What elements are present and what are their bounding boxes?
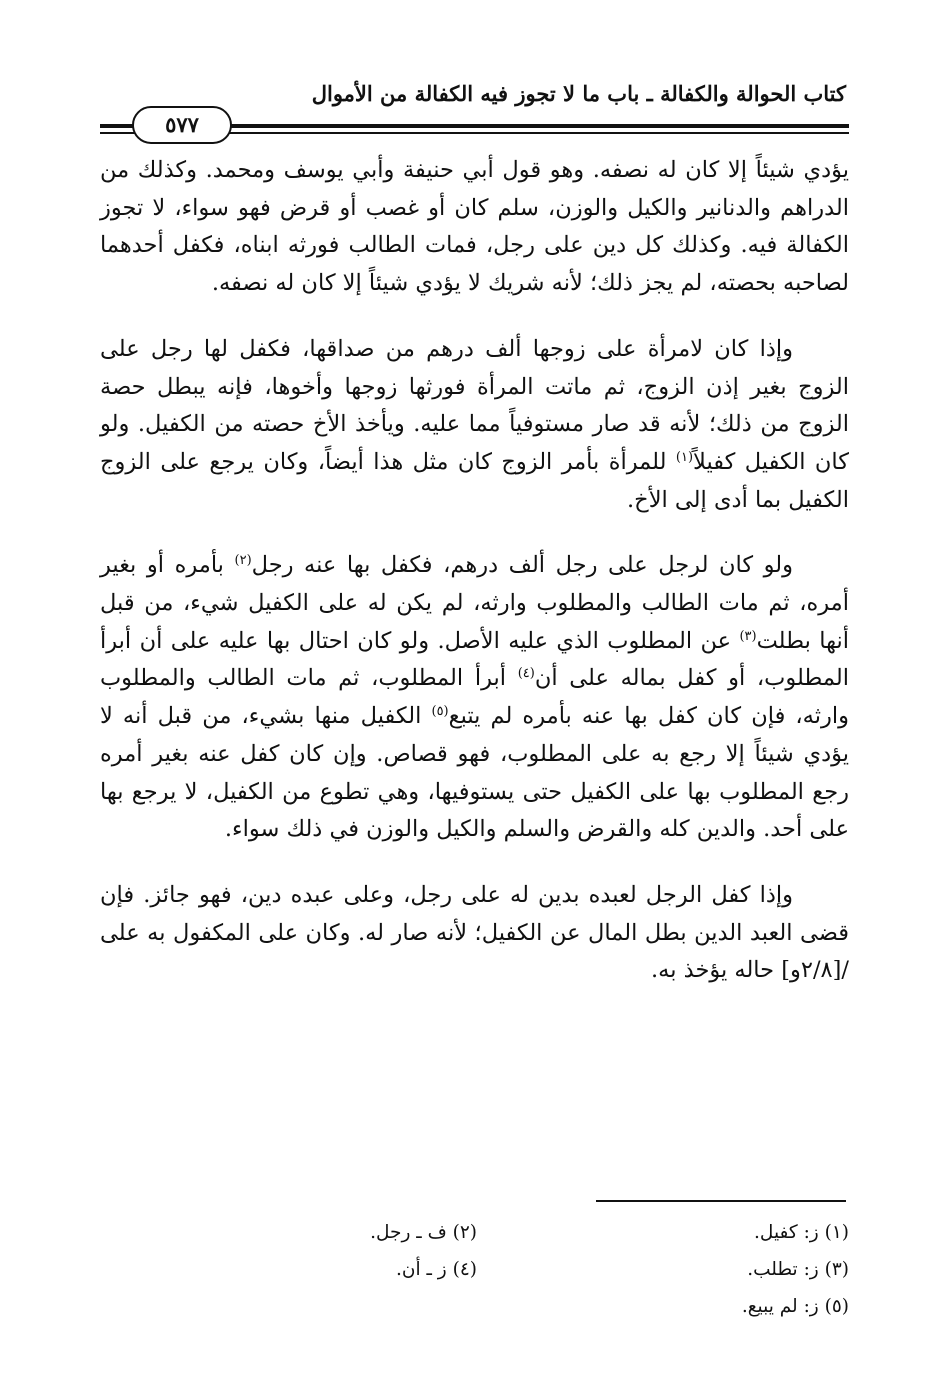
footnote: (٤) ز ـ أن. (396, 1259, 477, 1280)
paragraph-text: ولو كان لرجل على رجل ألف درهم، فكفل بها عنه رجل (251, 552, 793, 579)
footnote-marker: (٣) (739, 628, 757, 644)
paragraph-text: للمرأة بأمر الزوج كان مثل هذا أيضاً، وكان يرجع على الزوج الكفيل بما أدى إلى الأخ. (100, 448, 849, 513)
footnotes (100, 1214, 849, 1325)
footnote-marker: (١) (675, 449, 694, 465)
paragraph-text: وإذا كفل الرجل لعبده بدين له على رجل، وعلى عبده دين، فهو جائز. فإن قضى العبد الدين بطل المال عن الكفيل؛ لأنه صار له. وكان على المكفول به على /[٢/٨و] حاله يؤخذ به. (100, 881, 849, 984)
footnote-marker: (٥) (431, 704, 449, 720)
running-header-title: كتاب الحوالة والكفالة ـ باب ما لا تجوز فيه الكفالة من الأموال (311, 81, 846, 106)
footnote-row (100, 1288, 849, 1325)
paragraph (100, 152, 849, 303)
footnote-row (100, 1214, 849, 1251)
paragraph-text: أبرأ المطلوب، ثم مات الطالب والمطلوب وارثه، فإن كان كفل بها عنه بأمره لم يتبع (100, 665, 849, 730)
paragraph (100, 877, 849, 990)
paragraph-text: بأمره أو بغير أمره، ثم مات الطالب والمطلوب وارثه، لم يكن له على الكفيل شيء، من قبل أنها بطلت (100, 552, 849, 654)
footnote: (٥) ز: لم يبيع. (741, 1296, 849, 1317)
paragraph (100, 331, 849, 520)
main-text (100, 152, 849, 1018)
footnote-row (100, 1251, 849, 1288)
footnote: (٣) ز: تطلب. (747, 1259, 849, 1280)
page-number-badge: ٥٧٧ (132, 106, 232, 144)
paragraph (100, 547, 849, 849)
footnote (105, 1288, 477, 1325)
paragraph-text: الكفيل منها بشيء، من قبل أنه لا يؤدي شيئاً إلا رجع به على المطلوب، فهو قصاص. وإن كان كفل عنه بغير أمره رجع المطلوب بها على الكفيل حتى يستوفيها، وهي تطوع من الكفيل، لا يرجع بها على أحد. والدين كله والقرض والسلم والكيل والوزن في ذلك سواء. (100, 703, 849, 843)
paragraph-text: عن المطلوب الذي عليه الأصل. ولو كان احتال بها عليه على أن أبرأ المطلوب، أو كفل بماله على أن (100, 627, 849, 692)
footnote: (١) ز: كفيل. (754, 1222, 849, 1243)
paragraph-text: يؤدي شيئاً إلا كان له نصفه. وهو قول أبي حنيفة وأبي يوسف ومحمد. وكذلك من الدراهم والدنانير والكيل والوزن، سلم كان أو غصب أو قرض فهو سواء، لا تجوز الكفالة فيه. وكذلك كل دين على رجل، فمات الطالب فورثه ابناه، فكفل أحدهما لصاحبه بحصته، لم يجز ذلك؛ لأنه شريك لا يؤدي شيئاً إلا كان له نصفه. (100, 157, 849, 297)
footnote: (٢) ف ـ رجل. (370, 1222, 477, 1243)
footnote-marker: (٤) (517, 666, 535, 682)
footnote-separator (596, 1200, 846, 1202)
paragraph-text: وإذا كان لامرأة على زوجها ألف درهم من صداقها، فكفل لها رجل على الزوج بغير إذن الزوج، ثم ماتت المرأة فورثها زوجها وأخوها، فإنه يبطل حصة الزوج من ذلك؛ لأنه قد صار مستوفياً مما عليه. ويأخذ الأخ حصته من الكفيل. ولو كان الكفيل كفيلاً (100, 335, 849, 475)
footnote-marker: (٢) (234, 553, 252, 569)
